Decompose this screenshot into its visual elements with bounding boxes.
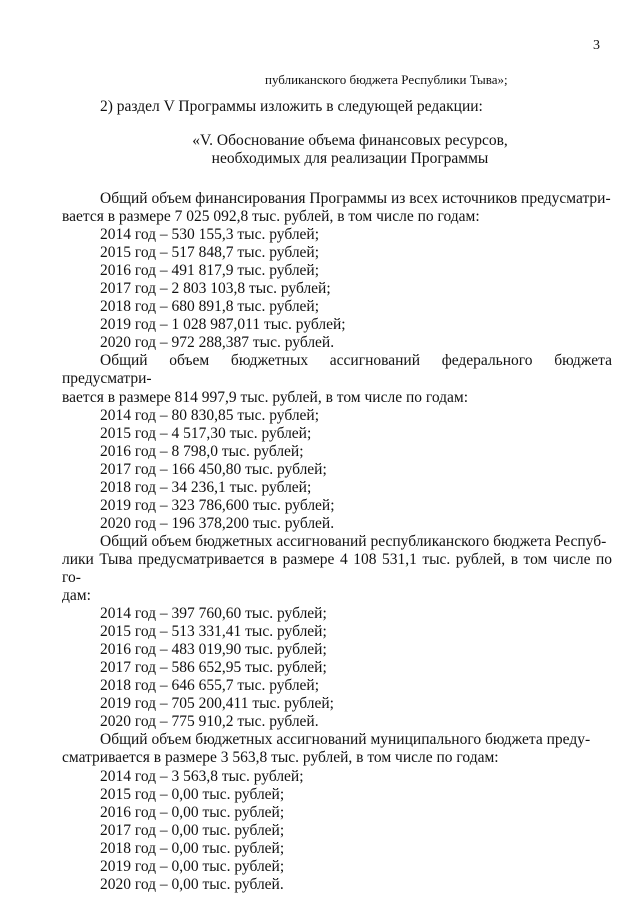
funding-intro: Общий объем бюджетных ассигнований федерального бюджета предусматри- вается в размере 814 997,9 тыс. рублей, в том числе по годам: — [62, 352, 612, 406]
year-line: 2018 год – 680 891,8 тыс. рублей; — [100, 298, 320, 316]
year-line: 2018 год – 646 655,7 тыс. рублей; — [100, 677, 320, 695]
year-line: 2017 год – 2 803 103,8 тыс. рублей; — [100, 280, 331, 298]
funding-block-municipal — [62, 731, 612, 893]
year-line: 2018 год – 0,00 тыс. рублей; — [100, 839, 285, 857]
year-line: 2020 год – 0,00 тыс. рублей. — [100, 875, 284, 893]
year-line: 2019 год – 323 786,600 тыс. рублей; — [100, 496, 335, 514]
section-title-line-1: «V. Обоснование объема финансовых ресурсов, — [192, 132, 508, 149]
funding-block-federal — [62, 352, 612, 532]
year-line: 2017 год – 166 450,80 тыс. рублей; — [100, 460, 327, 478]
funding-block-republican — [62, 533, 612, 732]
year-line: 2014 год – 80 830,85 тыс. рублей; — [100, 406, 320, 424]
year-line: 2014 год – 3 563,8 тыс. рублей; — [100, 767, 304, 785]
year-line: 2014 год – 397 760,60 тыс. рублей; — [100, 605, 327, 623]
year-line: 2019 год – 1 028 987,011 тыс. рублей; — [100, 316, 346, 334]
document-body — [62, 190, 612, 894]
year-line: 2020 год – 196 378,200 тыс. рублей. — [100, 514, 335, 532]
year-line: 2017 год – 586 652,95 тыс. рублей; — [100, 659, 327, 677]
funding-intro: Общий объем финансирования Программы из всех источников предусматри- вается в размере 7 025 092,8 тыс. рублей, в том числе по годам: — [62, 190, 611, 226]
year-line: 2018 год – 34 236,1 тыс. рублей; — [100, 478, 312, 496]
year-line: 2015 год – 4 517,30 тыс. рублей; — [100, 424, 312, 442]
section-title-line-2: необходимых для реализации Программы — [211, 150, 489, 167]
year-line: 2017 год – 0,00 тыс. рублей; — [100, 821, 285, 839]
year-line: 2019 год – 0,00 тыс. рублей; — [100, 857, 285, 875]
continued-text-line: публиканского бюджета Республики Тыва»; — [265, 72, 508, 87]
year-line: 2015 год – 513 331,41 тыс. рублей; — [100, 623, 327, 641]
year-line: 2020 год – 972 288,387 тыс. рублей. — [100, 334, 335, 352]
year-line: 2016 год – 8 798,0 тыс. рублей; — [100, 442, 304, 460]
year-line: 2019 год – 705 200,411 тыс. рублей; — [100, 695, 334, 713]
year-line: 2020 год – 775 910,2 тыс. рублей. — [100, 713, 319, 731]
year-line: 2014 год – 530 155,3 тыс. рублей; — [100, 226, 320, 244]
year-line: 2016 год – 491 817,9 тыс. рублей; — [100, 262, 320, 280]
funding-intro: Общий объем бюджетных ассигнований муниципального бюджета преду- сматривается в размере 3 563,8 тыс. рублей, в том числе по годам: — [62, 731, 591, 767]
year-line: 2015 год – 0,00 тыс. рублей; — [100, 785, 285, 803]
year-line: 2016 год – 0,00 тыс. рублей; — [100, 803, 285, 821]
funding-intro: Общий объем бюджетных ассигнований республиканского бюджета Респуб- лики Тыва предусматривается в размере 4 108 531,1 тыс. рублей, в том числе по го- дам: — [62, 532, 612, 605]
page-number: 3 — [593, 38, 600, 53]
year-line: 2015 год – 517 848,7 тыс. рублей; — [100, 244, 320, 262]
amendment-item-2: 2) раздел V Программы изложить в следующей редакции: — [100, 98, 483, 115]
funding-block-total — [62, 190, 612, 352]
year-line: 2016 год – 483 019,90 тыс. рублей; — [100, 641, 327, 659]
section-title — [0, 132, 640, 168]
